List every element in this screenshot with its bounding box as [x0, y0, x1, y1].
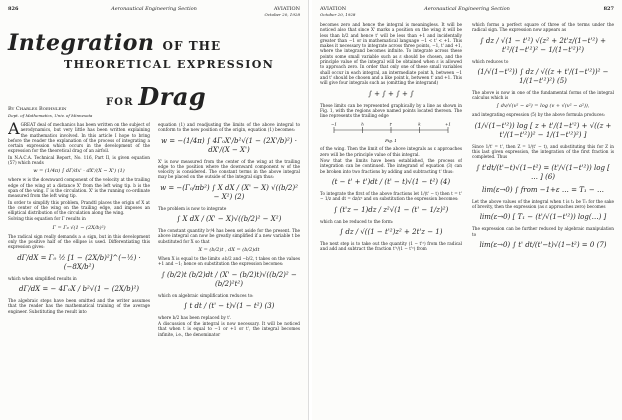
title-word-integration: Integration	[8, 30, 155, 56]
paragraph: The next step is to take out the quantity (1 − t'²) from the radical and add and subtract the fraction t'²/(1 − t'²) from	[320, 240, 462, 252]
paragraph: In order to simplify this problem, Prandtl places the origin of X at the center of the wing on the trailing edge, and imposes an elliptical distribution of the circulation along the wing.	[8, 199, 150, 216]
author-byline: By Charles Boehnlein	[8, 106, 67, 112]
paragraph: of the wing. Then the limit of the above integrals as ε approaches zero will be the principle value of this integral.	[320, 146, 462, 157]
paragraph: AGREAT deal of mechanics has been written on the subject of aerodynamics, but very little has been written explaining the mathematics involved. In this article I hope to bring before the reader the explanation of the process of integrating a certain expression which occurs in the development of the expression for the theoretical drag of an airfoil.	[8, 122, 150, 154]
paragraph: where b/2 has been replaced by t'.	[158, 314, 232, 320]
figure-1	[320, 121, 462, 143]
paragraph: The problem is now to integrate	[158, 205, 227, 211]
issue-date: October 20, 1928	[264, 12, 300, 17]
magazine-masthead	[265, 6, 300, 17]
paragraph: These limits can be represented graphically by a line as shown in Fig. 1, with the regions above named points located thereon. The line represents the trailing edge	[320, 102, 462, 119]
equation-simplified: dΓ/dX = − 4Γ₀X / b²√(1 − (2X/b)²)	[19, 284, 139, 293]
figure-1-diagram	[320, 121, 462, 143]
equation-7: lim(ε→0) ∫ t' dt/(t'−t)√(1−t²) = 0 (7)	[479, 240, 607, 249]
paragraph: Since 1/t' = t', then Z = 1/(t' − t), and substituting this for Z in this last given expression, the integration of the first fraction is completed. Thus	[472, 143, 614, 160]
equation-limits: lim(ε→0) ∫ from −1+ε … = T₁ − …	[481, 185, 605, 194]
equation-4: (t − t' + t')dt / (t' − t)√(1 − t²) (4)	[331, 177, 451, 186]
paragraph: where w is the downward component of the velocity at the trailing edge of the wing at a distance X' from the left wing tip. b is the span of the wing. Γ is the circulation. X' is the running co-ordinate measured from the left wing tip.	[8, 177, 150, 199]
paragraph: Now that the limits have been established, the process of integration can be continued. The integrand of equation (3) can be broken into two fractions by adding and subtracting t' thus:	[320, 158, 462, 174]
page-number: 827	[603, 6, 614, 12]
paragraph: and integrating expression (5) by the above formula produces:	[472, 112, 606, 118]
right-page	[312, 0, 622, 420]
left-column-2	[158, 122, 300, 414]
title-of-the: OF THE	[162, 39, 222, 53]
paragraph: In N.A.C.A. Technical Report, No. 116, Part II, is given equation (57) which reads	[8, 154, 150, 166]
title-word-drag: Drag	[138, 82, 207, 111]
title-for: FOR	[106, 97, 134, 108]
paragraph: The above is now in one of the fundamental forms of the integral calculus which is	[472, 89, 614, 101]
right-page-header	[320, 6, 614, 18]
journal-section: Aeronautical Engineering Section	[424, 6, 510, 12]
paragraph: which can be reduced to the form:	[320, 218, 394, 224]
paragraph: becomes zero and hence the integral is meaningless. It will be noticed also that since X' marks a position on the wing it will be less than b/2 and hence t' will be less than +1 and incidentally greater than −1 or in mathematical language −1 < t' < +1. This makes it necessary to integrate across three points, −1, t' and +1, where the integrand becomes infinite. To integrate across these points some small variable such as ε should be chosen, and the principle value of the integral will be obtained when ε is allowed to approach zero. In order that only one of these small variables shall occur in each integral, an intermediate point h, between −1 and t' should be chosen and a like point k, between t' and +1. This will give four integrals such as (omitting the integrand)	[320, 22, 462, 86]
left-page	[0, 0, 309, 420]
magazine-name: AVIATION	[273, 6, 300, 12]
issue-date: October 20, 1928	[320, 12, 356, 17]
paragraph: The expression can be further reduced by algebraic manipulation to	[472, 226, 614, 237]
figure-caption: Fig. 1	[385, 138, 397, 144]
equation-derivative: dΓ/dX = Γ₀ ½ [1 − (2X/b)²]^(−½) · (−8X/b²)	[17, 253, 141, 271]
drop-cap: A	[8, 122, 20, 138]
figure-tick-label: h	[361, 121, 364, 127]
equation-5: (1/√(1−t'²)) ∫ dz / √((z + t'/(1−t'²))² − 1/(1−t'²)²) (5)	[477, 67, 609, 85]
equation-subst-t: X = (b/2)t , dX = (b/2)dt	[198, 246, 260, 253]
paragraph: Let the above values of the integral when t is t₁ be T₁ for the sake of brevity, then the expression (as ε approaches zero) becomes	[472, 198, 614, 209]
article-title-line1	[8, 30, 221, 56]
equation-fundamental: ∫ dv/√(v² − a²) = log (v + √(v² − a²)),	[496, 103, 590, 110]
page-number: 826	[8, 6, 19, 12]
paragraph: equation (1) and readjusting the limits of the above integral to conform to the new position of the origin, equation (1) becomes:	[158, 122, 300, 133]
equation-integral: ∫ X dX / (X' − X)√((b/2)² − X²)	[176, 215, 282, 224]
equation-2: Γ = Γ₀ √(1 − (2X/b)²)	[52, 224, 106, 231]
equation-2b: w = −(Γ₀/πb²) ∫ X dX / (X' − X) √((b/2)² − X²) (2)	[160, 183, 298, 201]
paragraph: X' is now measured from the center of the wing at the trailing edge to the position where the downward component w of the velocity is considered. The constant terms in the above integral may be placed on the outside of the integral sign thus:	[158, 158, 300, 180]
equation-z-form: ∫ (t'z − 1)dz / z²√(1 − (t' − 1/z)²)	[333, 205, 449, 214]
equation-square: ∫ dz / √(1 − t'²) √(z² + 2t'z/(1−t'²) + t'²/(1−t'²)² − 1/(1−t'²)²)	[480, 36, 606, 54]
equation-t-form: ∫ (b/2)t (b/2)dt / (X' − (b/2)t)√((b/2)² − (b/2)²t²)	[161, 270, 297, 288]
equation-log: (1/√(1−t'²)) log [ z + t'/(1−t'²) + √((z + t'/(1−t'²))² − 1/(1−t'²)²) ]	[474, 121, 612, 139]
left-page-header	[8, 6, 300, 18]
equation-1: w = (1/4π) ∫ dΓ/dx' · dX'/(X − X') (1)	[33, 168, 125, 175]
article-title-line2: THEORETICAL EXPRESSION	[64, 58, 275, 71]
magazine-name: AVIATION	[320, 6, 347, 12]
paragraph: which reduces to	[472, 58, 509, 64]
paragraph: The algebraic steps have been omitted and the writer assumes that the reader has the mathematical training of the average engineer. Substituting the result into	[8, 297, 150, 314]
paragraph: When X is equal to the limits ±b/2 and −b/2, t takes on the values +1 and −1; hence on substitution the expression becomes:	[158, 255, 300, 267]
paragraph: To integrate the first of the above fractions let 1/(t' − t) then t = t' − 1/z and dt = dz/z² and on substitution the expression becomes:	[320, 190, 462, 202]
equation-3: ∫ t dt / (t' − t)√(1 − t²) (3)	[183, 301, 275, 310]
figure-tick-label: k	[418, 121, 421, 127]
right-column-2	[472, 22, 614, 414]
left-column-1	[8, 122, 150, 414]
paragraph: which forms a perfect square of three of the terms under the radical sign. The expression now appears as	[472, 22, 614, 33]
figure-tick-label: t'	[389, 121, 393, 127]
paragraph: which when simplified results in	[8, 275, 77, 281]
equation-limit-expression: lim(ε→0) [ T₁ − (t'/√(1−t'²)) log(…) ]	[479, 213, 607, 222]
journal-section: Aeronautical Engineering Section	[111, 6, 197, 12]
equation-6: ∫ t'dt/(t'−t)√(1−t²) = (t'/√(1−t'²)) log [ … ] (6)	[476, 163, 610, 181]
figure-tick-label: −1	[331, 121, 337, 127]
equation-reduced: ∫ dz / √((1 − t'²)z² + 2t'z − 1)	[339, 227, 443, 236]
article-title-line3	[106, 82, 206, 111]
right-column-1	[320, 22, 462, 414]
paragraph: The radical sign really demands a ± sign, but in this development only the positive half of the ellipse is used. Differentiating this expression gives:	[8, 233, 150, 250]
paragraph: Solving this equation for Γ results in	[8, 216, 86, 222]
figure-tick-label: +1	[445, 121, 451, 127]
equation-four-integrals: ∫ + ∫ + ∫ + ∫	[368, 89, 414, 98]
paragraph: which on algebraic simplification reduces to:	[158, 292, 254, 298]
author-affiliation: Dept. of Mathematics, Univ. of Minnesota	[8, 113, 93, 118]
equation-substituted: w = −(1/4π) ∫ 4Γ₀X'/b²√(1 − (2X'/b)²) · dX'/(X − X')	[161, 136, 297, 154]
paragraph: A discussion of the integral is now necessary. It will be noticed that when t is equal to −1 or +1 or t', the integral becomes infinite, i.e., the denominator	[158, 321, 300, 337]
paragraph: The constant quantity b²/4 has been set aside for the present. The above integral can now be greatly simplified if a new variable t be substituted for X so that	[158, 228, 300, 244]
